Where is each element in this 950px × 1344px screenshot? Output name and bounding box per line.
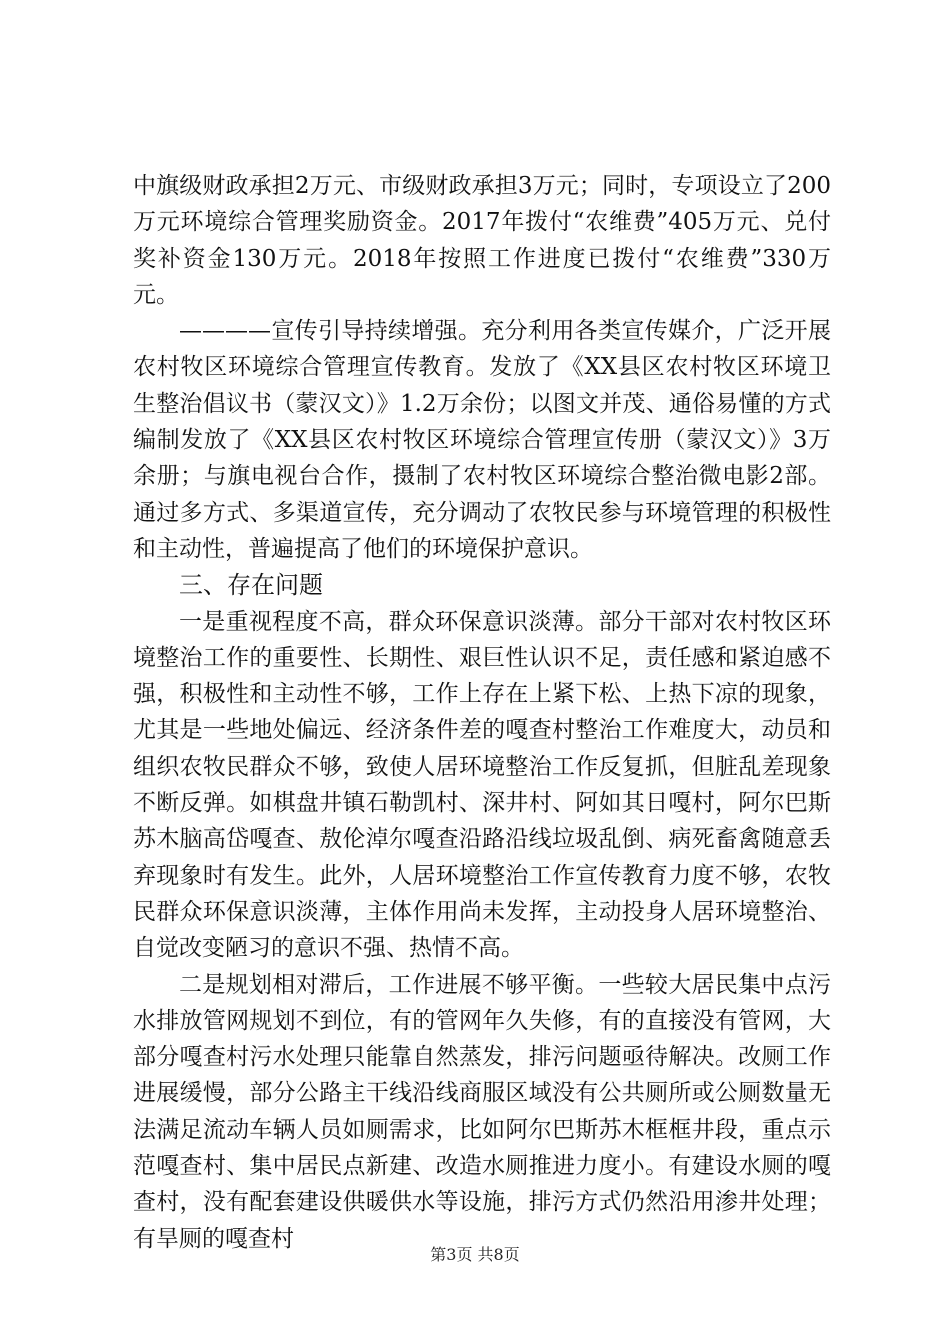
paragraph-funding-continuation: 中旗级财政承担2万元、市级财政承担3万元；同时，专项设立了200万元环境综合管理奖励资金。2017年拨付“农维费”405万元、兑付奖补资金130万元。2018年按照工作进度已拨付“农维费”330万元。 bbox=[133, 173, 831, 308]
document-body bbox=[133, 168, 831, 1257]
paragraph-problem-one: 一是重视程度不高，群众环保意识淡薄。部分干部对农村牧区环境整治工作的重要性、长期性、艰巨性认识不足，责任感和紧迫感不强，积极性和主动性不够，工作上存在上紧下松、上热下凉的现象，尤其是一些地处偏远、经济条件差的嘎查村整治工作难度大，动员和组织农牧民群众不够，致使人居环境整治工作反复抓，但脏乱差现象不断反弹。如棋盘井镇石勒凯村、深井村、阿如其日嘎村，阿尔巴斯苏木脑高岱嘎查、敖伦淖尔嘎查沿路沿线垃圾乱倒、病死畜禽随意丢弃现象时有发生。此外，人居环境整治工作宣传教育力度不够，农牧民群众环保意识淡薄，主体作用尚未发挥，主动投身人居环境整治、自觉改变陋习的意识不强、热情不高。 bbox=[133, 608, 831, 962]
paragraph-problem-two: 二是规划相对滞后，工作进展不够平衡。一些较大居民集中点污水排放管网规划不到位，有的管网年久失修，有的直接没有管网，大部分嘎查村污水处理只能靠自然蒸发，排污问题亟待解决。改厕工作进展缓慢，部分公路主干线沿线商服区域没有公共厕所或公厕数量无法满足流动车辆人员如厕需求，比如阿尔巴斯苏木框框井段，重点示范嘎查村、集中居民点新建、改造水厕推进力度小。有建设水厕的嘎查村，没有配套建设供暖供水等设施，排污方式仍然沿用渗井处理；有旱厕的嘎查村 bbox=[133, 971, 831, 1252]
section-heading-problems: 三、存在问题 bbox=[179, 571, 323, 600]
paragraph-publicity: ————宣传引导持续增强。充分利用各类宣传媒介，广泛开展农村牧区环境综合管理宣传教育。发放了《XX县区农村牧区环境卫生整治倡议书（蒙汉文）》1.2万余份；以图文并茂、通俗易懂的方式编制发放了《XX县区农村牧区环境综合管理宣传册（蒙汉文）》3万余册；与旗电视台合作，摄制了农村牧区环境综合整治微电影2部。通过多方式、多渠道宣传，充分调动了农牧民参与环境管理的积极性和主动性，普遍提高了他们的环境保护意识。 bbox=[133, 318, 831, 562]
page-number-footer: 第3页 共8页 bbox=[430, 1245, 520, 1264]
